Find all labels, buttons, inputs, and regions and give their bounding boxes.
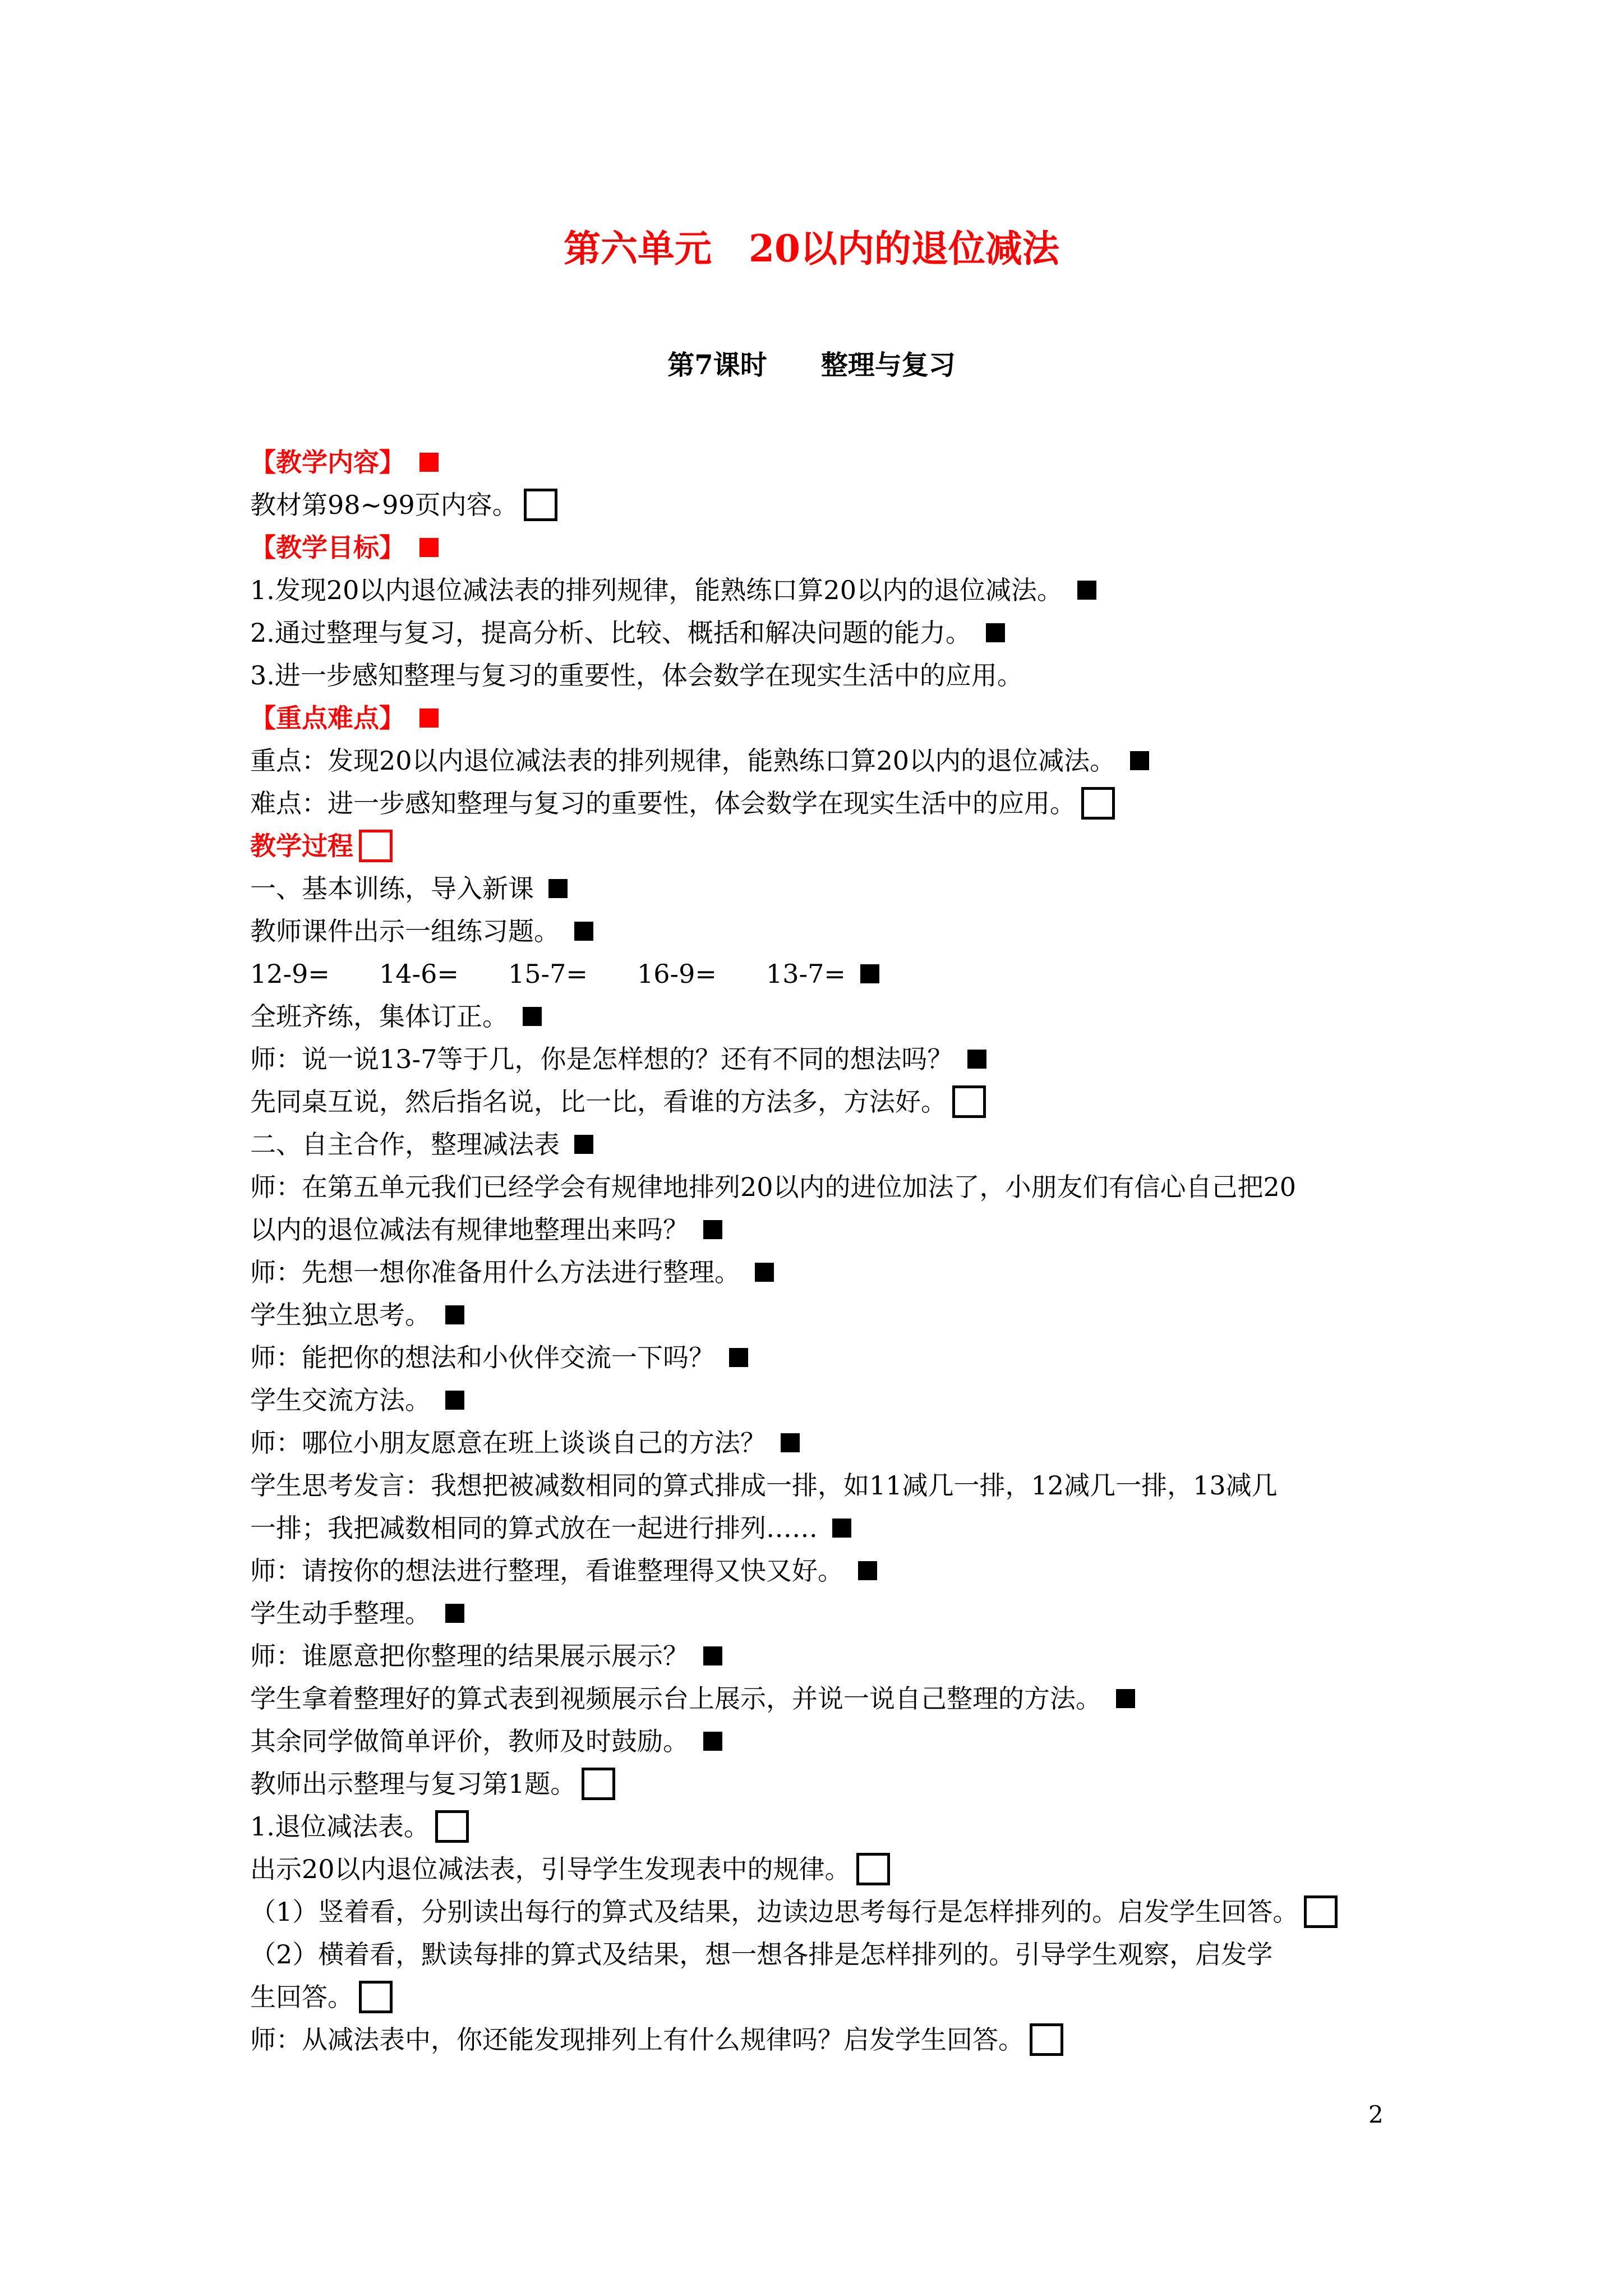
- goal-item: 2.通过整理与复习，提高分析、比较、概括和解决问题的能力。: [250, 611, 1405, 654]
- paragraph-line: 一排；我把减数相同的算式放在一起进行排列……: [250, 1507, 1405, 1549]
- paragraph-line: 学生拿着整理好的算式表到视频展示台上展示，并说一说自己整理的方法。: [250, 1677, 1405, 1720]
- paragraph-line: 师：从减法表中，你还能发现排列上有什么规律吗？启发学生回答。: [250, 2018, 1405, 2061]
- paragraph-line: （1）竖着看，分别读出每行的算式及结果，边读边思考每行是怎样排列的。启发学生回答。: [250, 1890, 1405, 1933]
- filled-square-icon: [574, 1135, 593, 1154]
- paragraph-line: 难点：进一步感知整理与复习的重要性，体会数学在现实生活中的应用。: [250, 782, 1405, 825]
- page-title: 第六单元 20以内的退位减法: [564, 227, 1059, 270]
- paragraph-line: 教材第98~99页内容。: [250, 484, 1405, 526]
- paragraph-line: 学生动手整理。: [250, 1592, 1405, 1635]
- filled-square-icon: [445, 1391, 464, 1410]
- filled-square-icon: [445, 1305, 464, 1324]
- paragraph-line: 师：谁愿意把你整理的结果展示展示？: [250, 1635, 1405, 1677]
- equation: 15-7=: [508, 959, 588, 989]
- equation: 13-7=: [766, 959, 846, 989]
- filled-square-icon: [703, 1220, 722, 1239]
- paragraph-line: 以内的退位减法有规律地整理出来吗？: [250, 1208, 1405, 1251]
- section-heading: 教学过程: [250, 831, 353, 861]
- paragraph-line: 师：哪位小朋友愿意在班上谈谈自己的方法？: [250, 1421, 1405, 1464]
- empty-square-icon: [359, 1981, 393, 2013]
- filled-square-icon: [781, 1433, 800, 1452]
- empty-square-icon: [952, 1085, 986, 1118]
- filled-square-icon: [548, 879, 568, 898]
- paragraph-line: 教师出示整理与复习第1题。: [250, 1763, 1405, 1805]
- paragraph-line: （2）横着看，默读每排的算式及结果，想一想各排是怎样排列的。引导学生观察，启发学: [250, 1939, 1273, 1970]
- filled-square-icon: [858, 1561, 877, 1580]
- paragraph-line: 一、基本训练，导入新课: [250, 867, 1405, 910]
- filled-square-icon: [574, 922, 593, 941]
- empty-square-icon: [435, 1810, 469, 1843]
- filled-square-icon: [755, 1263, 774, 1282]
- paragraph-line: 先同桌互说，然后指名说，比一比，看谁的方法多，方法好。: [250, 1080, 1405, 1123]
- equation: 16-9=: [637, 959, 717, 989]
- paragraph-line: 学生思考发言：我想把被减数相同的算式排成一排，如11减几一排，12减几一排，13减几: [250, 1470, 1278, 1501]
- document-body: [250, 441, 1405, 2061]
- section-heading: 【教学目标】: [250, 532, 405, 563]
- equation: 12-9=: [250, 959, 330, 989]
- filled-square-icon: [419, 538, 439, 557]
- filled-square-icon: [986, 623, 1005, 642]
- empty-square-icon: [524, 489, 557, 521]
- paragraph-line: 生回答。: [250, 1976, 1405, 2018]
- section-heading: 【教学内容】: [250, 447, 405, 477]
- section-teaching-goals: [250, 526, 1405, 569]
- goal-item: 3.进一步感知整理与复习的重要性，体会数学在现实生活中的应用。: [250, 660, 1023, 691]
- filled-square-icon: [729, 1348, 748, 1367]
- paragraph-line: 二、自主合作，整理减法表: [250, 1123, 1405, 1166]
- filled-square-icon: [832, 1519, 851, 1538]
- filled-square-icon: [703, 1732, 722, 1751]
- filled-square-icon: [703, 1646, 722, 1665]
- section-teaching-content: [250, 441, 1405, 484]
- section-heading: 【重点难点】: [250, 703, 405, 733]
- paragraph-line: 师：先想一想你准备用什么方法进行整理。: [250, 1251, 1405, 1294]
- paragraph-line: 重点：发现20以内退位减法表的排列规律，能熟练口算20以内的退位减法。: [250, 739, 1405, 782]
- empty-square-icon: [1030, 2023, 1063, 2056]
- paragraph-line: 师：能把你的想法和小伙伴交流一下吗？: [250, 1336, 1405, 1379]
- section-teaching-process: [250, 825, 1405, 867]
- empty-square-icon: [359, 830, 393, 862]
- paragraph-line: 师：在第五单元我们已经学会有规律地排列20以内的进位加法了，小朋友们有信心自己把20: [250, 1172, 1297, 1202]
- paragraph-line: 教师课件出示一组练习题。: [250, 910, 1405, 953]
- filled-square-icon: [445, 1604, 464, 1623]
- equation-row: [250, 953, 1405, 995]
- paragraph-line: 出示20以内退位减法表，引导学生发现表中的规律。: [250, 1848, 1405, 1890]
- filled-square-icon: [1130, 751, 1149, 770]
- paragraph-line: 师：说一说13-7等于几，你是怎样想的？还有不同的想法吗？: [250, 1038, 1405, 1080]
- empty-square-icon: [1304, 1895, 1338, 1928]
- paragraph-line: 学生独立思考。: [250, 1294, 1405, 1336]
- empty-square-icon: [582, 1768, 615, 1800]
- filled-square-icon: [967, 1050, 986, 1069]
- filled-square-icon: [523, 1007, 542, 1026]
- lesson-title: 第7课时 整理与复习: [667, 349, 956, 381]
- paragraph-line: 师：请按你的想法进行整理，看谁整理得又快又好。: [250, 1549, 1405, 1592]
- section-key-points: [250, 697, 1405, 739]
- page-number: 2: [1368, 2101, 1384, 2128]
- filled-square-icon: [419, 453, 439, 472]
- goal-item: 1.发现20以内退位减法表的排列规律，能熟练口算20以内的退位减法。: [250, 569, 1405, 611]
- filled-square-icon: [1077, 581, 1096, 600]
- empty-square-icon: [856, 1853, 890, 1885]
- paragraph-line: 全班齐练，集体订正。: [250, 995, 1405, 1038]
- filled-square-icon: [419, 708, 439, 728]
- filled-square-icon: [860, 964, 879, 983]
- empty-square-icon: [1081, 787, 1115, 820]
- filled-square-icon: [1116, 1689, 1135, 1708]
- paragraph-line: 学生交流方法。: [250, 1379, 1405, 1421]
- paragraph-line: 1.退位减法表。: [250, 1805, 1405, 1848]
- paragraph-line: 其余同学做简单评价，教师及时鼓励。: [250, 1720, 1405, 1763]
- equation: 14-6=: [379, 959, 459, 989]
